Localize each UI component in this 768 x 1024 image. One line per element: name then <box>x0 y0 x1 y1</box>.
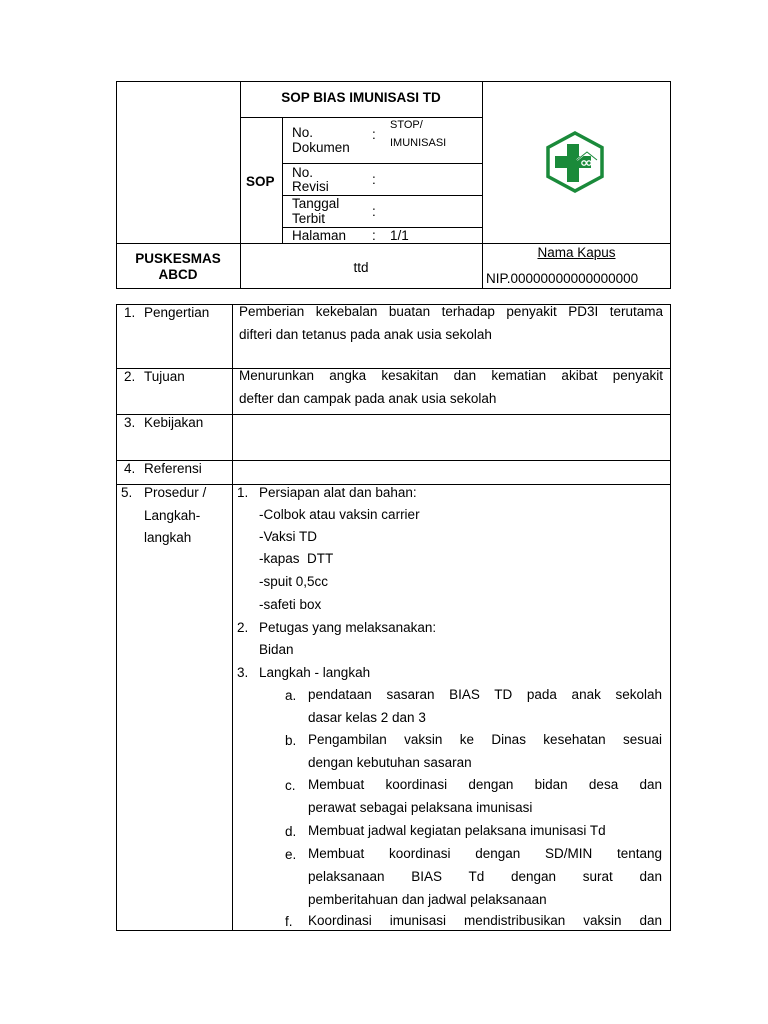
document-title: SOP BIAS IMUNISASI TD <box>281 90 441 105</box>
divider <box>240 81 241 289</box>
substep-text: pelaksanaan BIAS Td dengan surat dan <box>308 869 662 884</box>
substep-letter: b. <box>285 733 297 748</box>
substep-text: perawat sebagai pelaksana imunisasi <box>308 800 533 815</box>
field-label: Terbit <box>292 211 326 226</box>
field-label: Dokumen <box>292 140 350 155</box>
field-label: No. <box>292 165 314 180</box>
field-label: Halaman <box>292 228 347 243</box>
section-label: Tujuan <box>144 369 185 384</box>
list-item: -Vaksi TD <box>259 529 318 544</box>
step-title: Langkah - langkah <box>259 665 371 680</box>
section-label: Pengertian <box>144 305 210 320</box>
substep-text: pendataan sasaran BIAS TD pada anak sekolah <box>308 687 662 702</box>
section-label: Kebijakan <box>144 415 204 430</box>
field-colon: : <box>372 204 376 219</box>
divider <box>282 163 482 164</box>
puskesmas-name: PUSKESMAS <box>135 251 221 266</box>
substep-letter: e. <box>285 847 297 862</box>
field-value: IMUNISASI <box>390 137 447 149</box>
section-number: 1. <box>124 305 136 320</box>
puskesmas-name: ABCD <box>158 267 198 282</box>
section-label: Langkah- <box>144 508 201 523</box>
field-colon: : <box>372 228 376 243</box>
substep-text: Membuat koordinasi dengan bidan desa dan <box>308 777 662 792</box>
signer-name: Nama Kapus <box>537 245 616 260</box>
substep-text: Koordinasi imunisasi mendistribusikan vaksin dan <box>308 913 662 928</box>
field-label: No. <box>292 125 314 140</box>
field-value: STOP/ <box>390 119 423 131</box>
substep-text: dengan kebutuhan sasaran <box>308 755 472 770</box>
section-text: Pemberian kekebalan buatan terhadap penyakit PD3I terutama <box>239 304 663 319</box>
list-item: -Colbok atau vaksin carrier <box>259 507 420 522</box>
step-title: Persiapan alat dan bahan: <box>259 485 417 500</box>
field-value: 1/1 <box>390 228 409 243</box>
list-item: -spuit 0,5cc <box>259 574 329 589</box>
divider <box>282 117 283 243</box>
puskesmas-logo-icon <box>543 130 607 194</box>
section-number: 5. <box>121 485 133 500</box>
field-label: Revisi <box>292 179 329 194</box>
substep-letter: a. <box>285 688 297 703</box>
substep-letter: f. <box>285 914 293 929</box>
step-number: 2. <box>237 620 249 635</box>
section-text: Menurunkan angka kesakitan dan kematian akibat penyakit <box>239 368 663 383</box>
section-text: defter dan campak pada anak usia sekolah <box>239 391 497 406</box>
substep-text: Membuat koordinasi dengan SD/MIN tentang <box>308 846 662 861</box>
section-label: Referensi <box>144 461 202 476</box>
substep-text: Pengambilan vaksin ke Dinas kesehatan sesuai <box>308 732 662 747</box>
section-number: 4. <box>124 461 136 476</box>
section-number: 3. <box>124 415 136 430</box>
substep-text: pemberitahuan dan jadwal pelaksanaan <box>308 892 547 907</box>
section-label: Prosedur / <box>144 485 207 500</box>
step-number: 1. <box>237 485 249 500</box>
step-number: 3. <box>237 665 249 680</box>
field-label: Tanggal <box>292 196 340 211</box>
substep-text: dasar kelas 2 dan 3 <box>308 710 426 725</box>
signature-ttd: ttd <box>353 260 369 275</box>
field-colon: : <box>372 172 376 187</box>
divider <box>232 304 233 931</box>
section-label: langkah <box>144 530 192 545</box>
list-item: -kapas DTT <box>259 551 334 566</box>
substep-letter: c. <box>285 778 296 793</box>
list-item: -safeti box <box>259 597 322 612</box>
sop-label: SOP <box>246 174 275 189</box>
substep-text: Membuat jadwal kegiatan pelaksana imunisasi Td <box>308 823 606 838</box>
section-number: 2. <box>124 369 136 384</box>
section-text: difteri dan tetanus pada anak usia sekolah <box>239 327 492 342</box>
substep-letter: d. <box>285 824 297 839</box>
signer-nip: NIP.00000000000000000 <box>486 271 639 286</box>
field-colon: : <box>372 127 376 142</box>
list-item: Bidan <box>259 642 294 657</box>
divider <box>240 117 482 118</box>
step-title: Petugas yang melaksanakan: <box>259 620 437 635</box>
